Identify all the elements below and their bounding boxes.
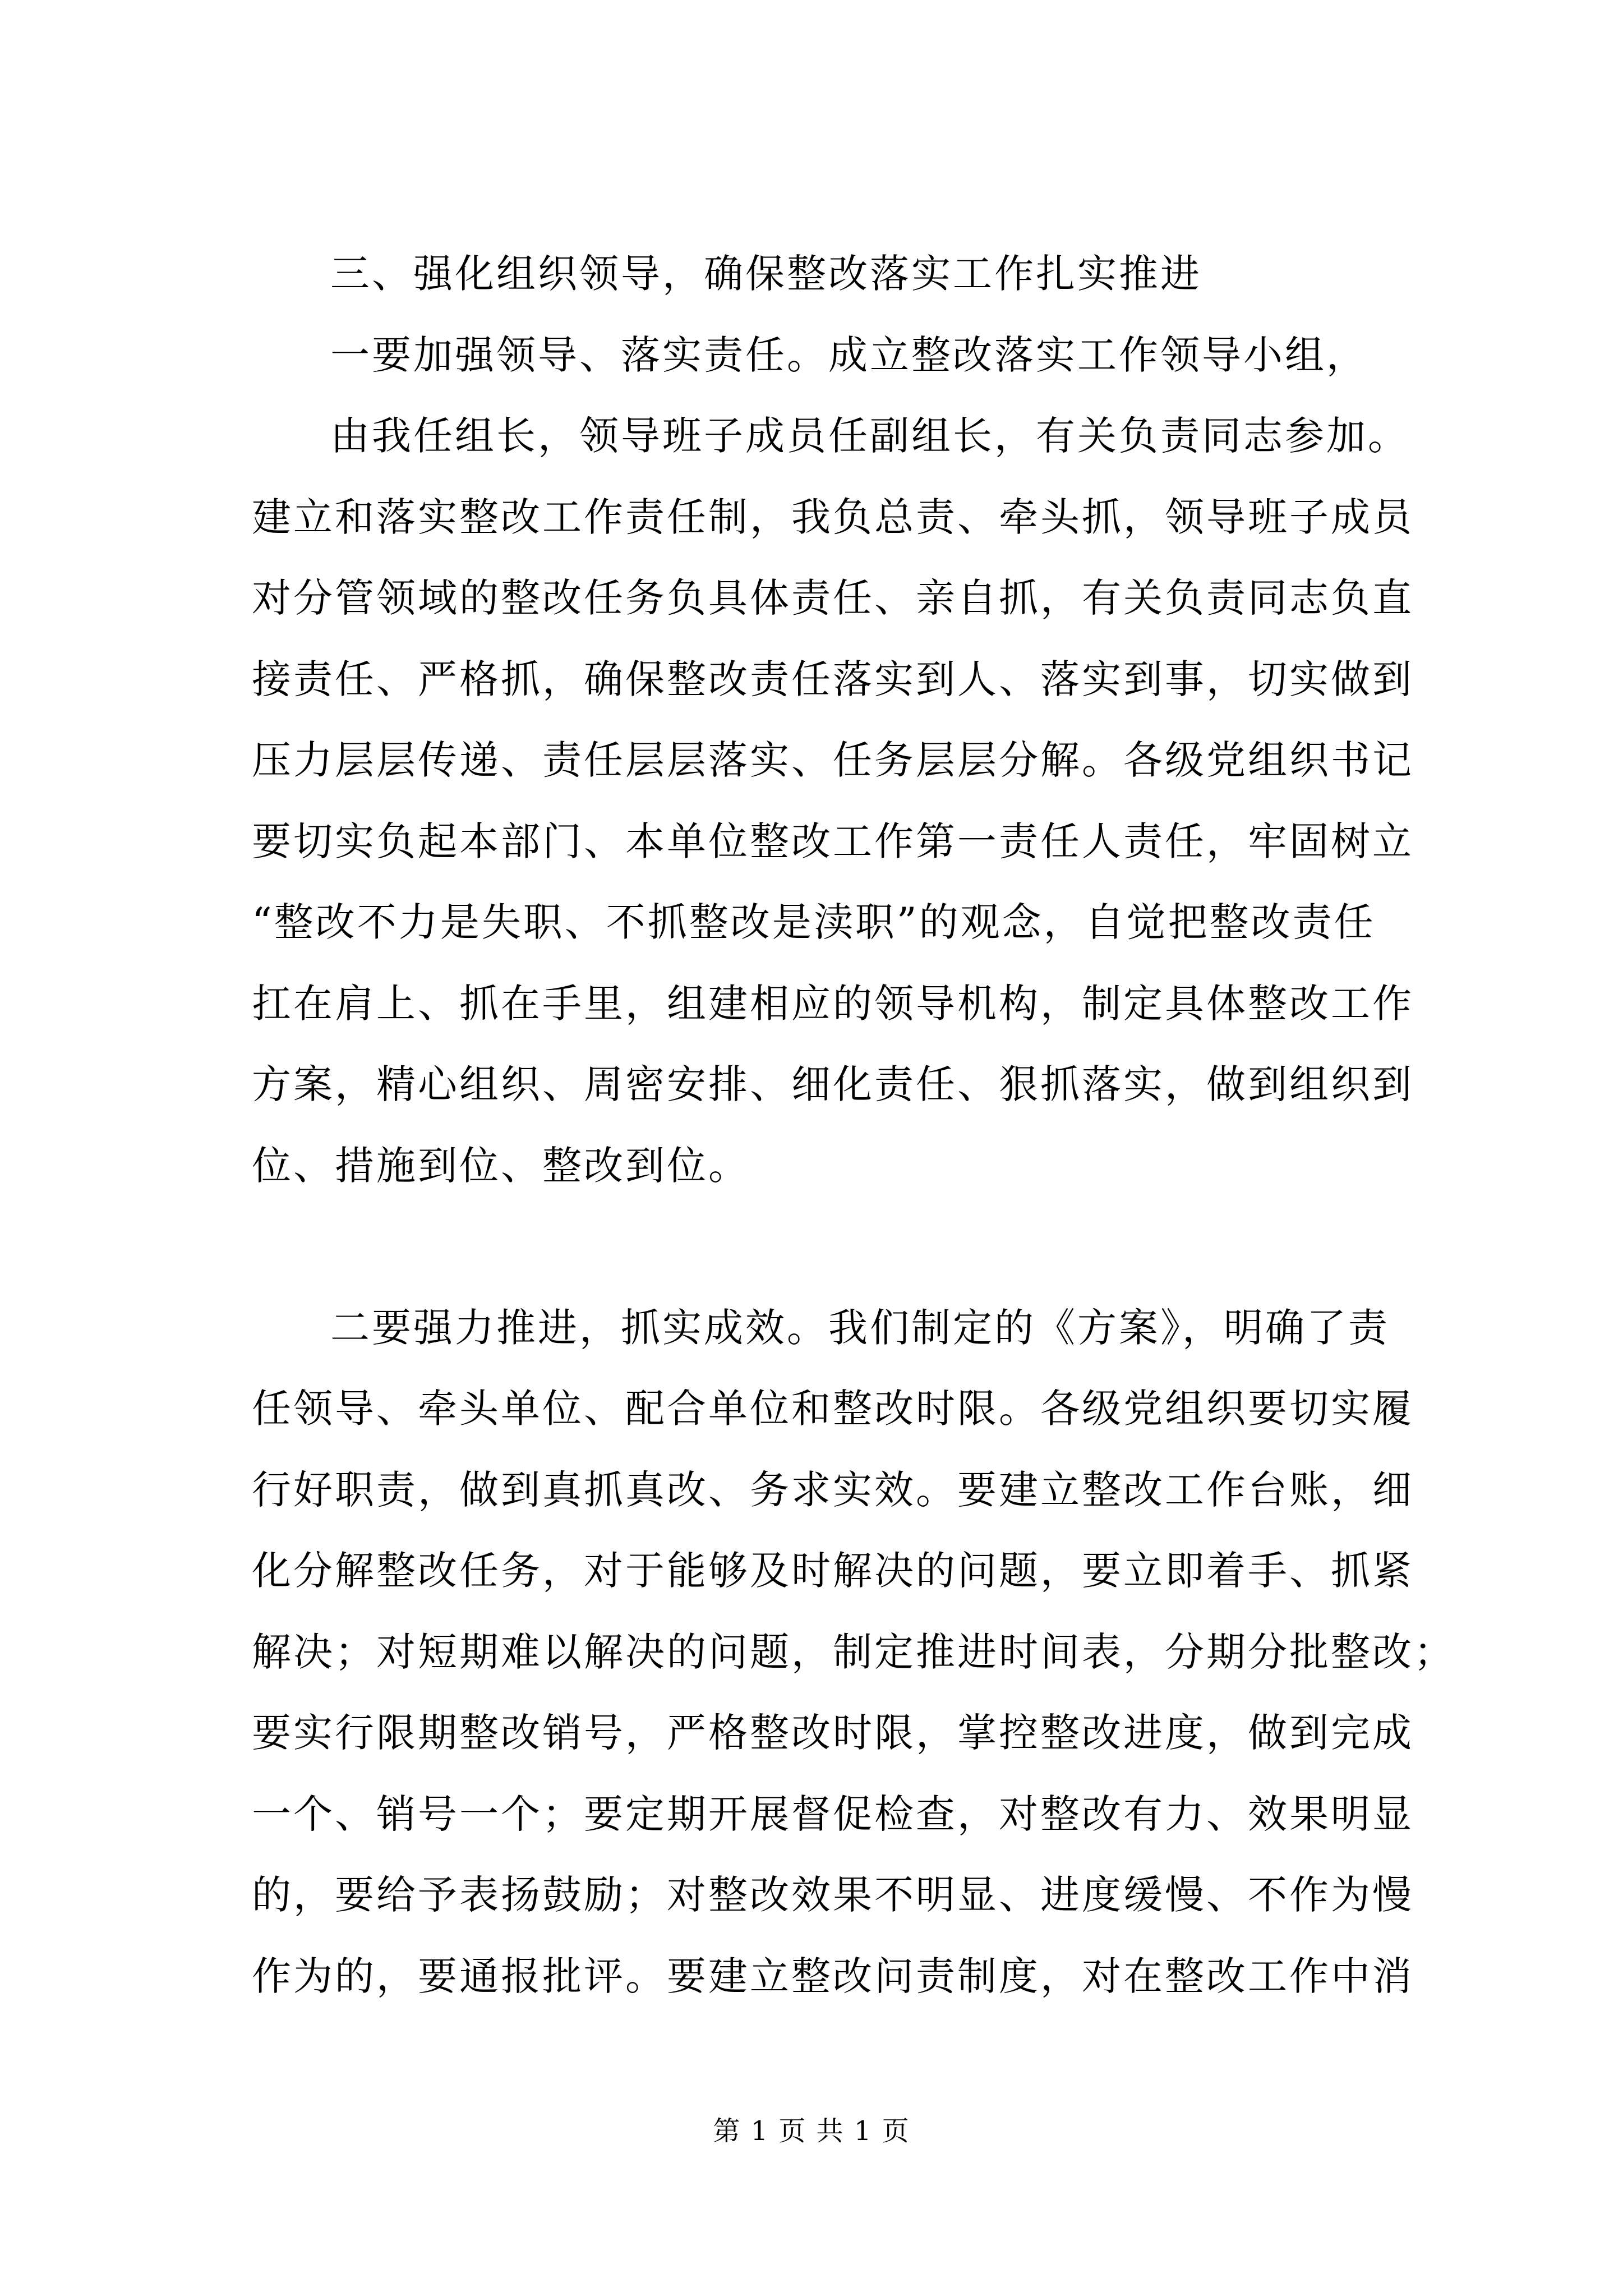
paragraph-line: 作为的，要通报批评。要建立整改问责制度，对在整改工作中消 bbox=[252, 1953, 1414, 1999]
paragraph-line: “整改不力是失职、不抓整改是渎职”的观念，自觉把整改责任 bbox=[252, 899, 1376, 945]
paragraph-line: 化分解整改任务，对于能够及时解决的问题，要立即着手、抓紧 bbox=[252, 1548, 1414, 1594]
paragraph-line: 一个、销号一个；要定期开展督促检查，对整改有力、效果明显 bbox=[252, 1791, 1414, 1837]
paragraph-line: 接责任、严格抓，确保整改责任落实到人、落实到事，切实做到 bbox=[252, 656, 1414, 702]
paragraph-line: 位、措施到位、整改到位。 bbox=[252, 1142, 750, 1189]
paragraph-line: 行好职责，做到真抓真改、务求实效。要建立整改工作台账，细 bbox=[252, 1466, 1414, 1513]
section-heading: 三、强化组织领导，确保整改落实工作扎实推进 bbox=[330, 251, 1202, 297]
paragraph-line: 建立和落实整改工作责任制，我负总责、牵头抓，领导班子成员 bbox=[252, 494, 1414, 540]
paragraph-line: 一要加强领导、落实责任。成立整改落实工作领导小组， bbox=[330, 332, 1368, 378]
paragraph-line: 的，要给予表扬鼓励；对整改效果不明显、进度缓慢、不作为慢 bbox=[252, 1872, 1414, 1918]
paragraph-line: 方案，精心组织、周密安排、细化责任、狠抓落实，做到组织到 bbox=[252, 1061, 1414, 1107]
document-body bbox=[252, 233, 1455, 2017]
paragraph-line: 要切实负起本部门、本单位整改工作第一责任人责任，牢固树立 bbox=[252, 818, 1414, 864]
page-number-footer: 第 1 页 共 1 页 bbox=[713, 2115, 910, 2147]
paragraph-line: 由我任组长，领导班子成员任副组长，有关负责同志参加。 bbox=[330, 413, 1409, 459]
paragraph-line: 扛在肩上、抓在手里，组建相应的领导机构，制定具体整改工作 bbox=[252, 980, 1414, 1027]
paragraph-line: 解决；对短期难以解决的问题，制定推进时间表，分期分批整改； bbox=[252, 1628, 1455, 1675]
paragraph-line: 对分管领域的整改任务负具体责任、亲自抓，有关负责同志负直 bbox=[252, 575, 1414, 621]
paragraph-line: 任领导、牵头单位、配合单位和整改时限。各级党组织要切实履 bbox=[252, 1386, 1414, 1432]
paragraph-gap bbox=[252, 1206, 1418, 1287]
paragraph-line: 压力层层传递、责任层层落实、任务层层分解。各级党组织书记 bbox=[252, 737, 1414, 783]
paragraph-line: 二要强力推进，抓实成效。我们制定的《方案》，明确了责 bbox=[330, 1304, 1390, 1351]
paragraph-line: 要实行限期整改销号，严格整改时限，掌控整改进度，做到完成 bbox=[252, 1710, 1414, 1756]
